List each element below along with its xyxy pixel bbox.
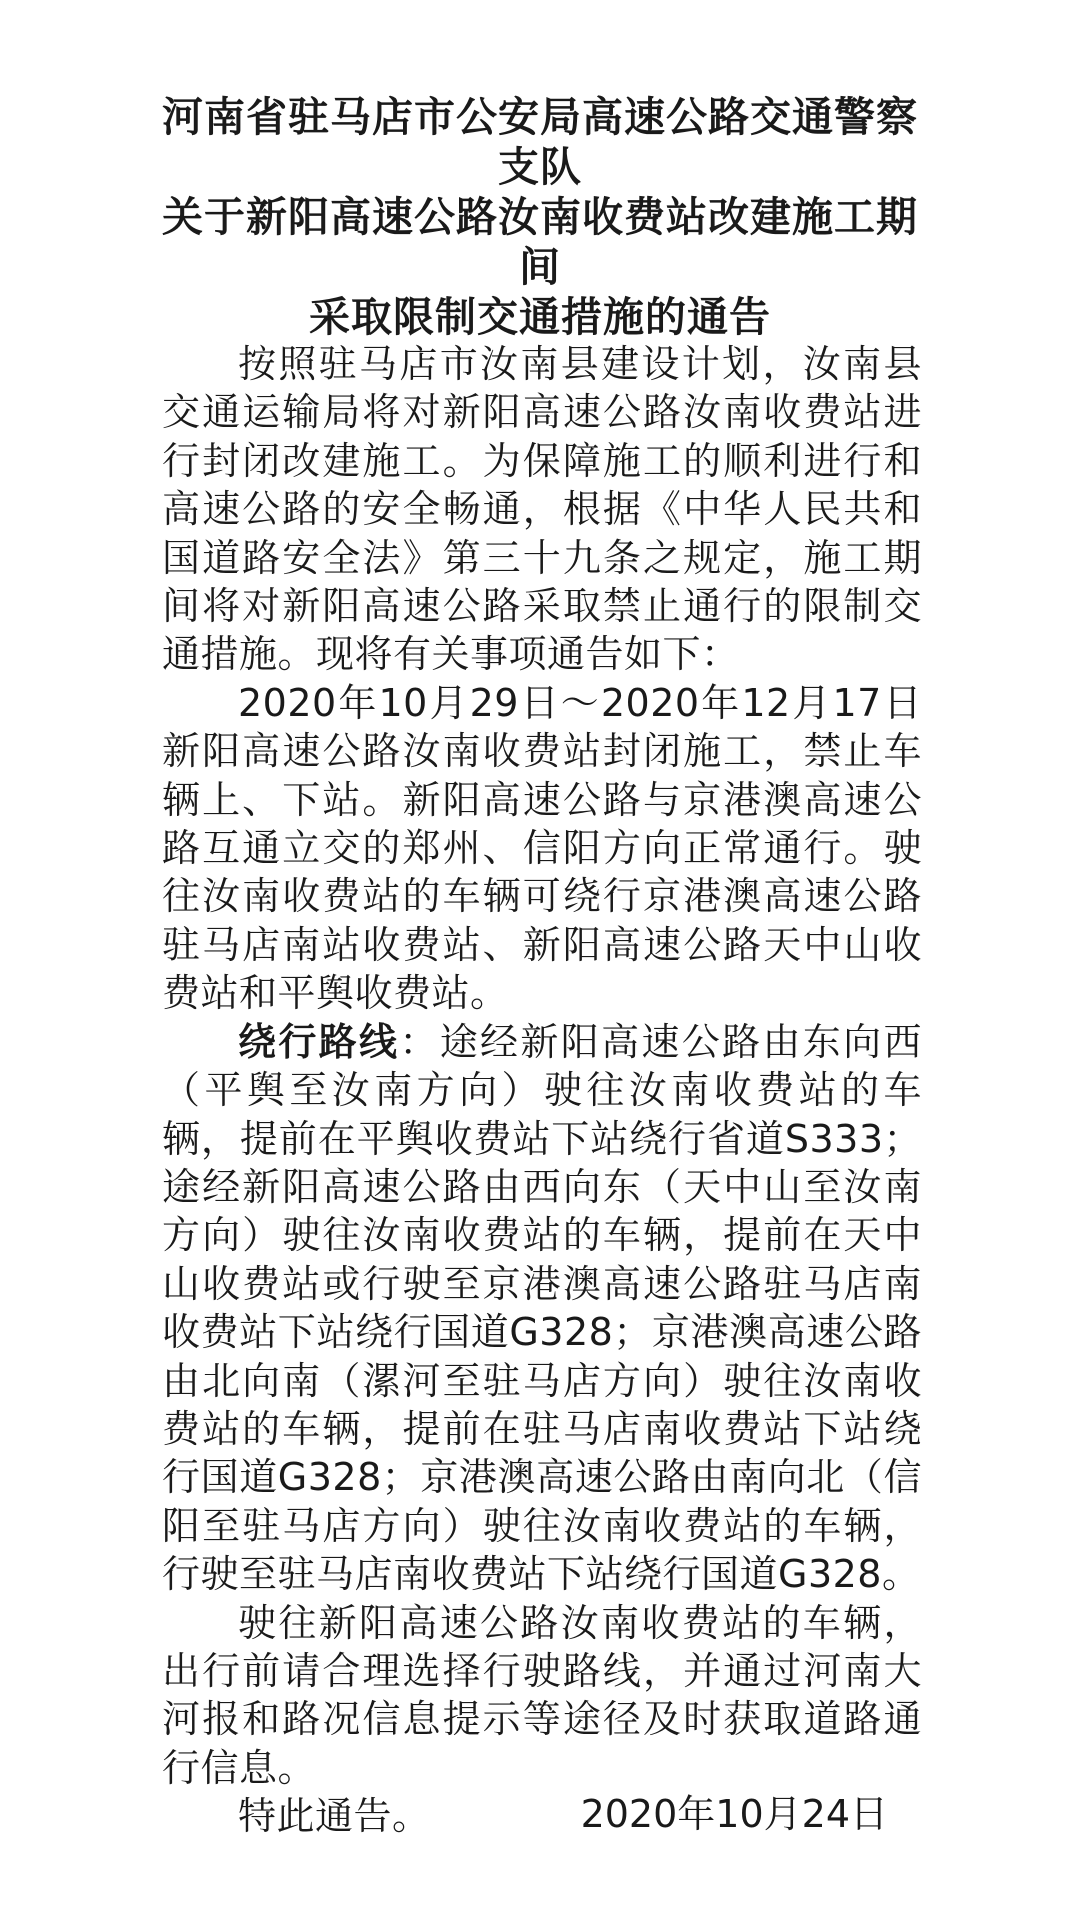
title-line-measure: 采取限制交通措施的通告 [309,293,771,341]
notice-body [162,340,922,1841]
paragraph-advice: 驶往新阳高速公路汝南收费站的车辆，出行前请合理选择行驶路线，并通过河南大河报和路况信息提示等途径及时获取道路通行信息。 [162,1600,922,1790]
paragraph-detour-routes [162,1018,922,1599]
paragraph-closing: 特此通告。 [238,1794,431,1839]
notice-title [150,92,930,342]
detour-routes-text: ：途经新阳高速公路由东向西（平舆至汝南方向）驶往汝南收费站的车辆，提前在平舆收费站下站绕行省道S333；途经新阳高速公路由西向东（天中山至汝南方向）驶往汝南收费站的车辆，提前在天中山收费站或行驶至京港澳高速公路驻马店南收费站下站绕行国道G328；京港澳高速公路由北向南（漯河至驻马店方向）驶往汝南收费站的车辆，提前在驻马店南收费站下站绕行国道G328；京港澳高速公路由南向北（信阳至驻马店方向）驶往汝南收费站的车辆，行驶至驻马店南收费站下站绕行国道G328。 [162,1019,922,1597]
title-line-subject: 关于新阳高速公路汝南收费站改建施工期间 [162,193,918,291]
paragraph-closure-period: 2020年10月29日～2020年12月17日新阳高速公路汝南收费站封闭施工，禁止车辆上、下站。新阳高速公路与京港澳高速公路互通立交的郑州、信阳方向正常通行。驶往汝南收费站的车辆可绕行京港澳高速公路驻马店南站收费站、新阳高速公路天中山收费站和平舆收费站。 [162,680,922,1016]
title-line-issuer: 河南省驻马店市公安局高速公路交通警察支队 [162,93,918,191]
paragraph-intro: 按照驻马店市汝南县建设计划，汝南县交通运输局将对新阳高速公路汝南收费站进行封闭改建施工。为保障施工的顺利进行和高速公路的安全畅通，根据《中华人民共和国道路安全法》第三十九条之规定，施工期间将对新阳高速公路采取禁止通行的限制交通措施。现将有关事项通告如下： [162,342,922,677]
notice-date: 2020年10月24日 [580,1792,888,1836]
detour-routes-heading: 绕行路线 [238,1019,400,1064]
